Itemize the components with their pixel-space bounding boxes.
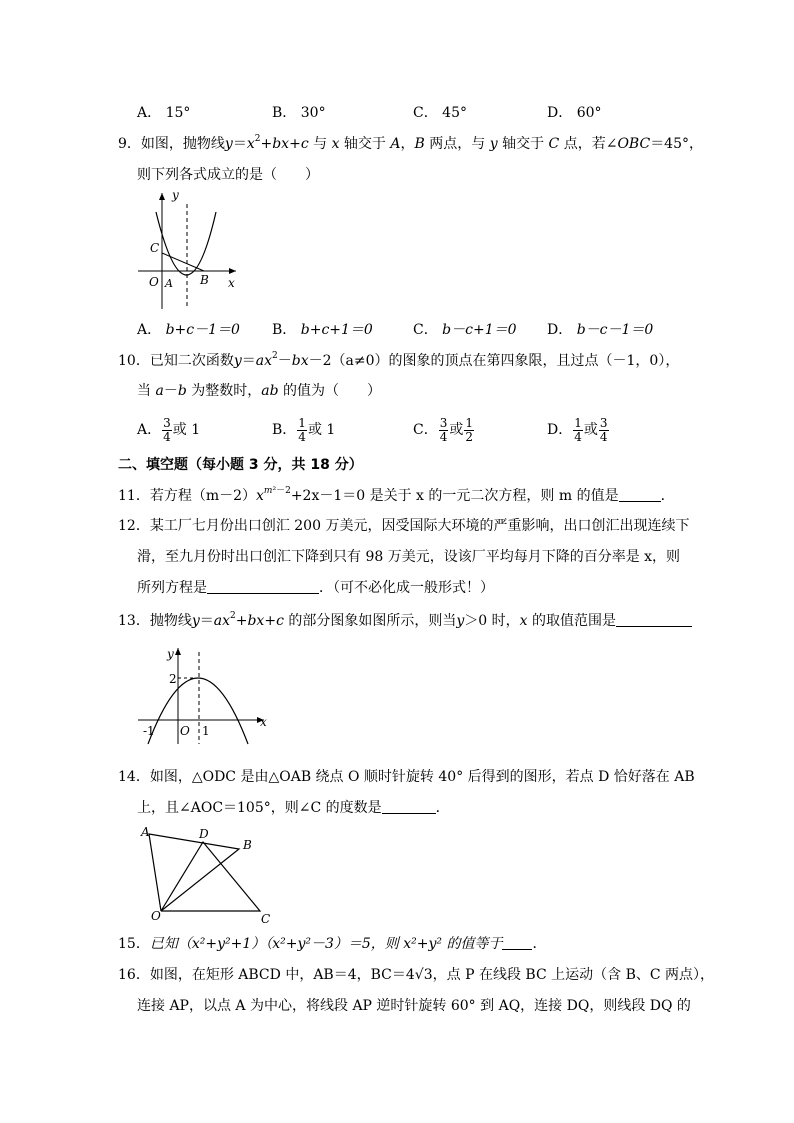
q10-stem-line2: 当 a－b 为整数时，ab 的值为（ ）: [137, 383, 381, 399]
q13-fig-label-y: y: [167, 647, 174, 661]
q10-option-a: A． $\frac{3}{4}$ 或 1: [137, 415, 201, 444]
q9-stem-line2: 则下列各式成立的是（ ）: [137, 167, 319, 183]
q9-parabola-figure: [136, 190, 248, 314]
q9-option-c: C． b－c+1＝0: [413, 322, 517, 338]
q9-option-a: A． b+c－1＝0: [137, 322, 240, 338]
q15-answer-blank[interactable]: [502, 935, 532, 950]
q12-line2: 滑，至九月份时出口创汇下降到只有 98 万美元，设该厂平均每月下降的百分率是 x，则: [137, 549, 681, 565]
q9-fig-label-a: A: [165, 277, 173, 290]
q8-option-d: D． 60°: [547, 105, 602, 121]
q11-stem: 11．若方程$(m-2)x^{m^2-2}+2x-1=0$ 是关于 x 的一元二次方程，则 m 的值是 ．: [118, 486, 675, 504]
q13-stem: 13．抛物线$y=ax^2+bx+c$ 的部分图象如图所示，则当y＞0 时，x 的取值范围是: [118, 611, 692, 631]
q9-fig-label-b: B: [200, 273, 209, 287]
section-2-title: 二、填空题（每小题 3 分，共 18 分）: [118, 457, 363, 473]
q9-fig-label-c: C: [150, 241, 160, 255]
q10-option-d: D． $\frac{1}{4}$ 或 $\frac{3}{4}$: [547, 415, 608, 444]
q9-fig-label-y: y: [172, 190, 179, 202]
q13-fig-label-1: 1: [202, 724, 210, 738]
q10-stem-line1: 10．已知二次函数$y=ax^2-bx-2(a\ne 0)$的图象的顶点在第四象限，且过点（－1，0），: [118, 351, 680, 369]
q13-fig-label-o: O: [180, 724, 190, 738]
q14-line1: 14．如图，△ODC 是由△OAB 绕点 O 顺时针旋转 40° 后得到的图形，若点 D 恰好落在 AB: [118, 769, 695, 785]
q12-line1: 12．某工厂七月份出口创汇 200 万美元，因受国际大环境的严重影响，出口创汇出现连续下: [118, 518, 690, 534]
q13-fig-label-x: x: [260, 715, 267, 729]
q14-fig-label-c: C: [261, 912, 271, 926]
q9-fig-label-o: O: [149, 275, 159, 289]
q14-fig-label-b: B: [243, 838, 252, 852]
q10-option-c: C． $\frac{3}{4}$ 或 $\frac{1}{2}$: [413, 415, 473, 444]
q12-line3: 所列方程是 ．（可不必化成一般形式！）: [137, 580, 494, 596]
q14-line2: 上，且∠AOC＝105°，则∠C 的度数是 ．: [137, 800, 450, 816]
q9-stem-line1: 9．如图，抛物线$y=x^2+bx+c$ 与 x 轴交于 A，B 两点，与 y 轴交于 C 点，若∠OBC＝45°，: [118, 134, 704, 152]
q11-answer-blank[interactable]: [619, 487, 661, 502]
q13-fig-label-2: 2: [169, 672, 177, 686]
q14-rotation-figure: [135, 822, 283, 930]
q16-line2: 连接 AP，以点 A 为中心，将线段 AP 逆时针旋转 60° 到 AQ，连接 DQ，则线段 DQ 的: [137, 998, 691, 1014]
q16-line1: 16．如图，在矩形 ABCD 中，AB＝4，BC＝4√3，点 P 在线段 BC 上运动（含 B、C 两点），: [118, 967, 715, 983]
q14-answer-blank[interactable]: [382, 799, 436, 814]
q9-option-b: B． b+c+1＝0: [272, 322, 373, 338]
q8-option-a: A． 15°: [137, 105, 191, 121]
q10-option-b: B． $\frac{1}{4}$ 或 1: [272, 415, 336, 444]
q15-stem: 15．已知（x²+y²+1）（x²+y²－3）＝5，则 x²+y² 的值等于 ．: [118, 936, 547, 952]
q12-answer-blank[interactable]: [207, 579, 319, 594]
q13-fig-label-neg1: -1: [143, 724, 155, 738]
q14-fig-label-a: A: [141, 825, 150, 839]
q14-fig-label-o: O: [151, 909, 161, 923]
q14-fig-label-d: D: [199, 827, 209, 841]
q8-option-b: B． 30°: [272, 105, 326, 121]
q16-bc-value: 4√3: [405, 967, 433, 983]
q8-option-c: C． 45°: [413, 105, 467, 121]
q13-answer-blank[interactable]: [616, 612, 692, 627]
q9-fig-label-x: x: [228, 276, 235, 290]
q13-parabola-figure: [138, 644, 270, 748]
q9-option-d: D． b－c－1＝0: [547, 322, 654, 338]
